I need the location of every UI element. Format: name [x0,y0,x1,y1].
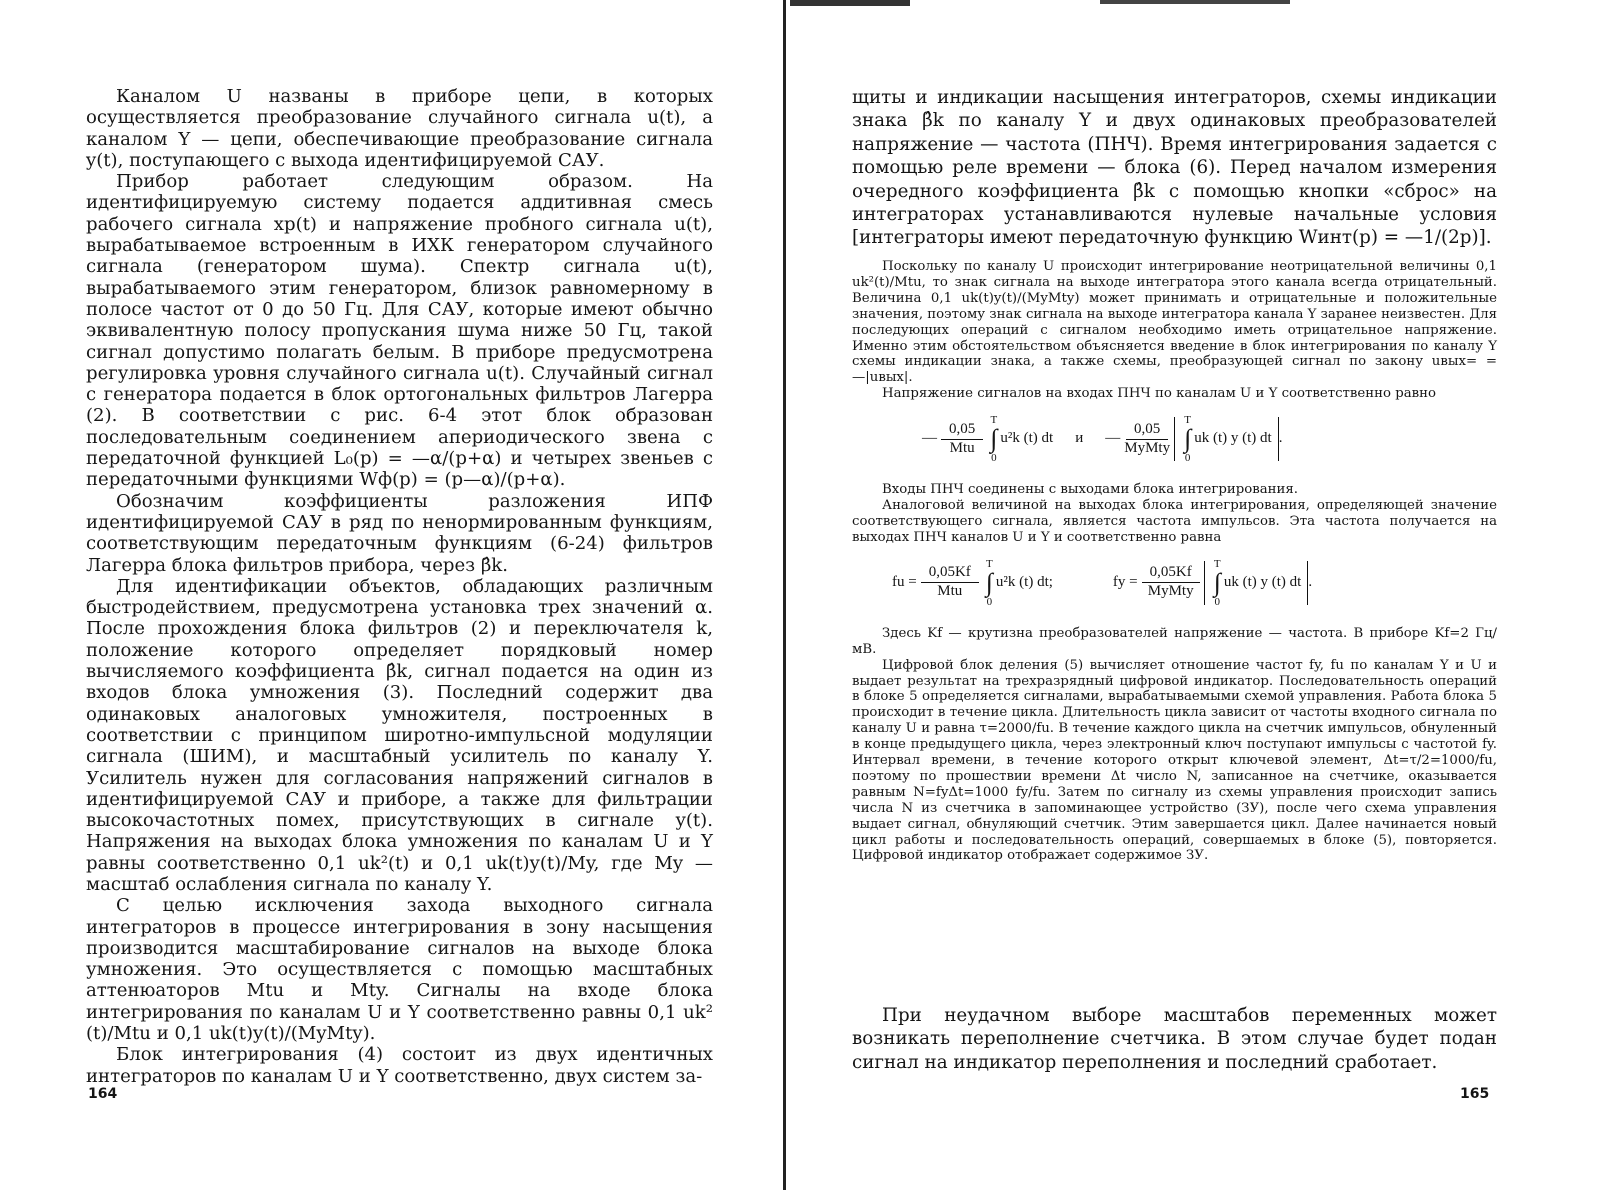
page-number: 165 [1460,1086,1490,1102]
page-number: 164 [88,1086,118,1102]
formula-pnch-voltages: — $\frac{0,05}{\text{Mtu}}$ T ∫ 0 u²k (t) dt и — $\frac{0,05}{\text{MyMty}}$ T ∫ 0 uk (t) y (t) dt . [922,414,1283,465]
integrand: u²k (t) dt [1000,430,1054,447]
integrand: uk (t) y (t) dt [1223,573,1302,590]
paragraph: Поскольку по каналу U происходит интегрирование неотрицательной величины 0,1 uk²(t)/Mtu, то знак сигнала на выходе интегратора этого канала всегда отрицательный. Величина 0,1 uk(t)y(t)/(MyMty) может принимать и отрицательные и положительные значения, поэтому знак сигнала на выходе интегратора канала Y заранее неизвестен. Для последующих операций с сигналом необходимо иметь отрицательное напряжение. Именно этим обстоятельством объясняется введение в блок интегрирования по каналу Y схемы индикации знака, а также схемы, преобразующей сигнал по закону uвых= = —|uвых|. [852,259,1497,386]
paragraph: Аналоговой величиной на выходах блока интегрирования, определяющей значение соответствующего сигнала, является частота импульсов. Эта частота получается на выходах ПНЧ каналов U и Y и соответственно равна [852,498,1497,545]
paragraph: Обозначим коэффициенты разложения ИПФ идентифицируемой САУ в ряд по ненормированным функциям, соответствующим передаточным функциям (6-24) фильтров Лагерра блока фильтров прибора, через β̂k. [86,490,713,576]
fraction-denominator: MyMty [1124,439,1171,456]
fraction-denominator: Mtu [949,439,975,456]
right-text-column-bottom [852,1004,1497,1074]
conjunction: и [1075,430,1084,447]
left-text-column [86,86,713,1087]
formula-pnch-frequencies: fu = $\frac{0,05Kf}{\text{Mtu}}$ T ∫ 0 u²k (t) dt; fy = $\frac{0,05Kf}{\text{MyMty}}$ T ∫ 0 uk (t) y (t) dt . [892,557,1313,608]
integrand: uk (t) y (t) dt [1194,430,1272,447]
left-page [0,0,785,1190]
paragraph: При неудачном выборе масштабов переменных может возникать переполнение счетчика. В этом случае будет подан сигнал на индикатор переполнения и последний сработает. [852,1005,1497,1073]
fraction-denominator: MyMty [1147,583,1194,600]
paragraph: Каналом U названы в приборе цепи, в которых осуществляется преобразование случайного сигнала u(t), а каналом Y — цепи, обеспечивающие преобразование сигнала y(t), поступающего с выхода идентифицируемой САУ. [86,86,713,171]
paragraph: Прибор работает следующим образом. На идентифицируемую систему подается аддитивная смесь рабочего сигнала xр(t) и напряжение пробного сигнала u(t), вырабатываемое встроенным в ИХК генератором случайного сигнала (генератором шума). Спектр сигнала u(t), вырабатываемого этим генератором, близок равномерному в полосе частот от 0 до 50 Гц. Для САУ, которые имеют обычно эквивалентную полосу пропускания шума ниже 50 Гц, такой сигнал допустимо полагать белым. В приборе предусмотрена регулировка уровня случайного сигнала u(t). Случайный сигнал с генератора подается в блок ортогональных фильтров Лагерра (2). В соответствии с рис. 6-4 этот блок образован последовательным соединением апериодического звена с передаточной функцией L₀(p) = —α/(p+α) и четырех звеньев с передаточными функциями Wф(p) = (p—α)/(p+α). [86,171,713,491]
paragraph: щиты и индикации насыщения интеграторов, схемы индикации знака β̂k по каналу Y и двух одинаковых преобразователей напряжение — частота (ПНЧ). Время интегрирования задается с помощью реле времени — блока (6). Перед началом измерения очередного коэффициента β̂k с помощью кнопки «сброс» на интеграторах устанавливаются нулевые начальные условия [интеграторы имеют передаточную функцию Wинт(p) = —1/(2p)]. [852,87,1497,249]
fraction-numerator: 0,05 [1126,422,1168,440]
integral-upper-limit: T [1184,414,1191,427]
paragraph: Блок интегрирования (4) состоит из двух идентичных интеграторов по каналам U и Y соответственно, двух систем за- [86,1044,713,1087]
integral-lower-limit: 0 [991,452,997,465]
integrand: u²k (t) dt; [995,573,1053,590]
right-page [785,0,1598,1190]
right-text-column-top [852,86,1497,250]
paragraph: Напряжение сигналов на входах ПНЧ по каналам U и Y соответственно равно [882,386,1437,402]
paragraph: Для идентификации объектов, обладающих различным быстродействием, предусмотрена установка трех значений α. После прохождения блока фильтров (2) и переключателя k, положение которого определяет порядковый номер вычисляемого коэффициента β̂k, сигнал подается на один из входов блока умножения (3). Последний содержит два одинаковых аналоговых умножителя, построенных в соответствии с принципом широтно-импульсной модуляции сигнала (ШИМ), и масштабный усилитель по каналу Y. Усилитель нужен для согласования напряжений сигналов в идентифицируемой САУ и приборе, а также для фильтрации высокочастотных помех, присутствующих в сигнале y(t). Напряжения на выходах блока умножения по каналам U и Y равны соответственно 0,1 uk²(t) и 0,1 uk(t)y(t)/My, где My — масштаб ослабления сигнала по каналу Y. [86,575,713,895]
integral-lower-limit: 0 [986,595,993,608]
formula-lhs: fu = [892,573,917,590]
fraction-denominator: Mtu [937,583,963,600]
integral-upper-limit: T [990,414,998,427]
paragraph: Цифровой блок деления (5) вычисляет отношение частот fy, fu по каналам Y и U и выдает результат на трехразрядный цифровой индикатор. Последовательность операций в блоке 5 определяется сигналами, вырабатываемыми схемой управления. Работа блока 5 происходит в течение цикла. Длительность цикла зависит от частоты входного сигнала по каналу U и равна τ=2000/fu. В течение каждого цикла на счетчик импульсов, обнуленный в конце предыдущего цикла, через электронный ключ поступают импульсы с частотой fy. Интервал времени, в течение которого открыт ключевой элемент, Δt=τ/2=1000/fu, поэтому по прошествии времени Δt число N, записанное на счетчике, оказывается равным N=fyΔt=1000 fy/fu. Затем по сигналу из схемы управления происходит запись числа N из счетчика в запоминающее устройство (ЗУ), после чего схема управления выдает сигнал, обнуляющий счетчик. Этим завершается цикл. Далее начинается новый цикл работы и последовательность операций, совершаемых в блоке (5), повторяется. Цифровой индикатор отображает содержимое ЗУ. [852,657,1497,864]
formula-lhs: fy = [1112,573,1138,590]
integral-lower-limit: 0 [1214,595,1221,608]
fraction-numerator: 0,05Kf [921,565,979,583]
paragraph: Входы ПНЧ соединены с выходами блока интегрирования. [882,482,1299,498]
integral-upper-limit: T [1213,557,1221,570]
paragraph: Здесь Kf — крутизна преобразователей напряжение — частота. В приборе Kf=2 Гц/мВ. [852,625,1497,657]
paragraph: С целью исключения захода выходного сигнала интеграторов в процессе интегрирования в зону насыщения производится масштабирование сигналов на выходе блока умножения. Это осуществляется с помощью масштабных аттенюаторов Mtu и Mty. Сигналы на входе блока интегрирования по каналам U и Y соответственно равны 0,1 uk² (t)/Mtu и 0,1 uk(t)y(t)/(MyMty). [86,895,713,1045]
fraction-numerator: 0,05Kf [1142,565,1200,583]
integral-upper-limit: T [985,557,993,570]
fraction-numerator: 0,05 [941,422,983,440]
integral-lower-limit: 0 [1184,452,1191,465]
right-small-print-block [852,259,1497,864]
